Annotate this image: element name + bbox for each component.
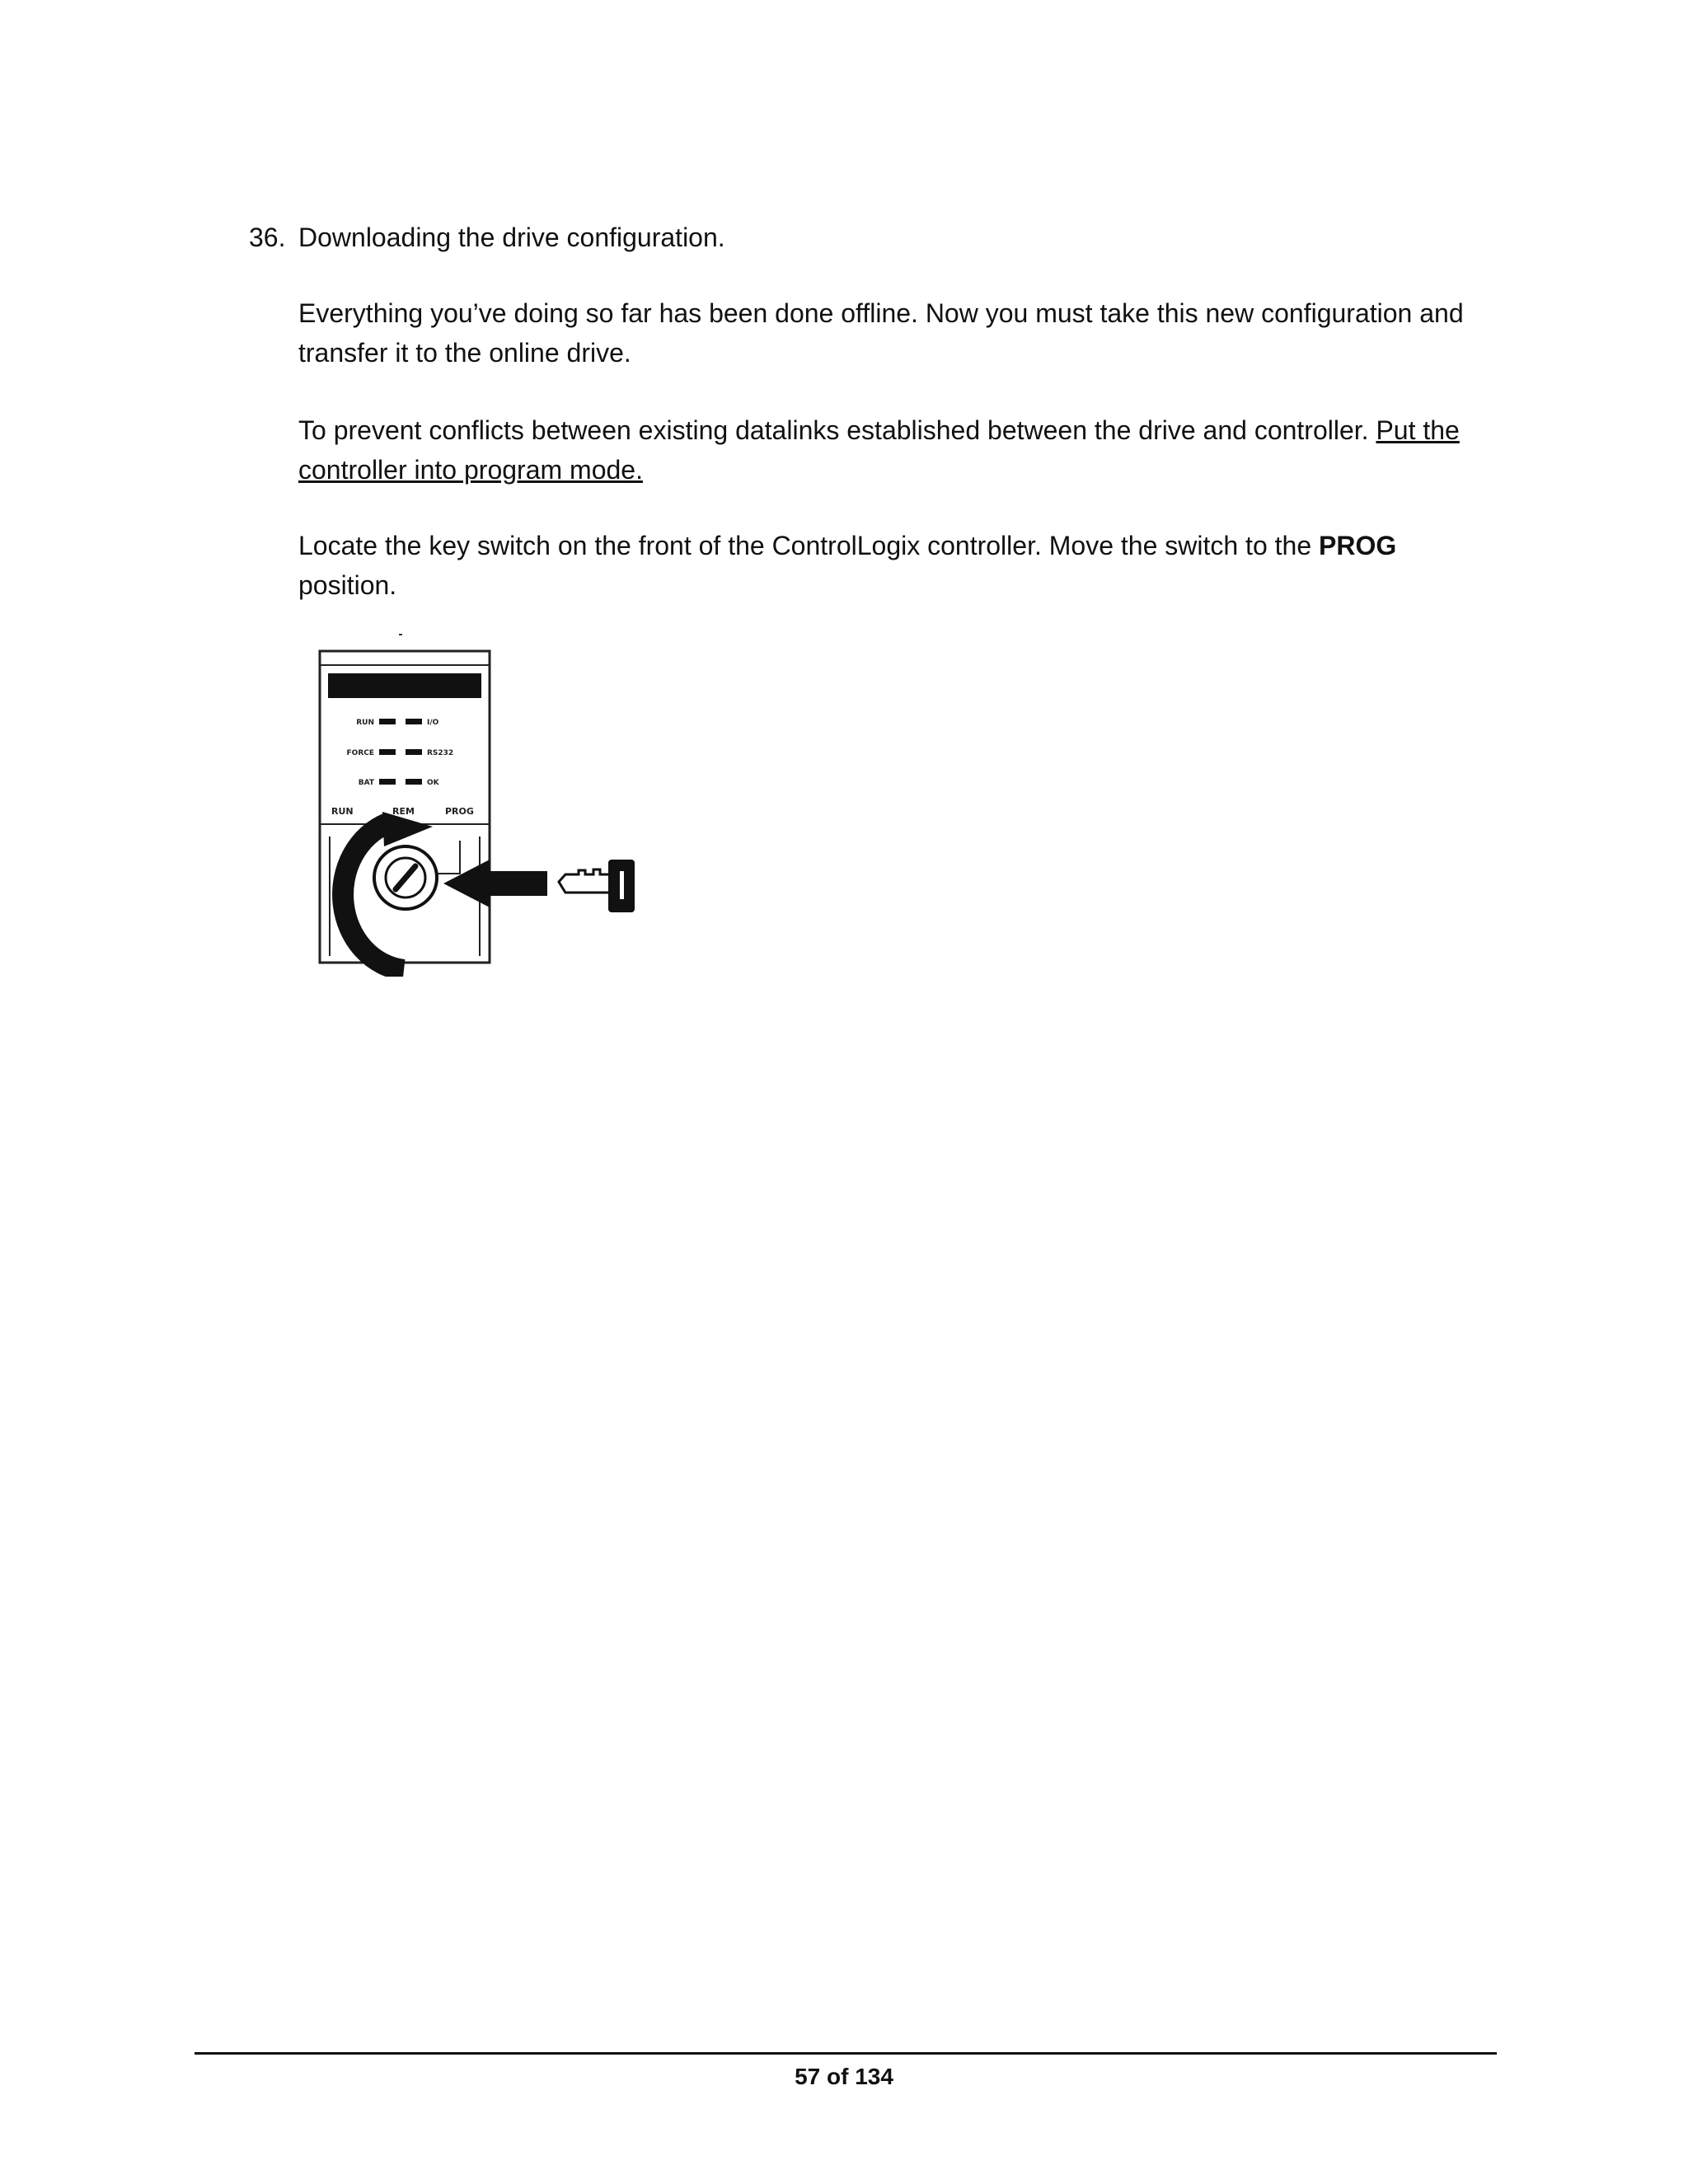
step-title: Downloading the drive configuration.	[298, 223, 725, 252]
led-rs232	[406, 749, 422, 755]
led-label-run: RUN	[356, 719, 374, 727]
controller-illustration	[313, 630, 725, 977]
led-label-ok: OK	[427, 779, 439, 787]
prog-keyword: PROG	[1319, 531, 1397, 560]
paragraph-offline-note	[298, 293, 1493, 373]
led-bat	[379, 779, 396, 785]
step-number: 36.	[249, 223, 286, 252]
led-ok	[406, 779, 422, 785]
paragraph-text-end: position.	[298, 570, 397, 600]
controller-key-switch-figure	[313, 630, 725, 977]
led-label-rs232: RS232	[427, 749, 454, 757]
paragraph-text: Everything you’ve doing so far has been done offline. Now you must take this new configuration and transfer it to the online drive.	[298, 298, 1464, 368]
paragraph-conflicts	[298, 410, 1493, 490]
underlined-instruction: Put the controller into program mode.	[298, 415, 1460, 485]
led-label-bat: BAT	[358, 779, 374, 787]
page-number: 57 of 134	[795, 2064, 893, 2089]
switch-label-prog: PROG	[445, 806, 474, 817]
footer-divider	[195, 2052, 1497, 2055]
paragraph-key-switch	[298, 526, 1493, 605]
led-label-force: FORCE	[346, 749, 374, 757]
led-run	[379, 719, 396, 724]
step-heading	[249, 219, 725, 255]
led-label-io: I/O	[427, 719, 439, 727]
insert-arrow-shaft	[486, 871, 547, 896]
paragraph-text: To prevent conflicts between existing datalinks established between the drive and controller.	[298, 415, 1376, 445]
switch-label-rem: REM	[392, 806, 415, 817]
led-force	[379, 749, 396, 755]
led-io	[406, 719, 422, 724]
key-blade	[559, 869, 610, 893]
switch-label-run: RUN	[331, 806, 354, 817]
paragraph-text: Locate the key switch on the front of the ControlLogix controller. Move the switch to the	[298, 531, 1319, 560]
display-band	[328, 673, 481, 698]
